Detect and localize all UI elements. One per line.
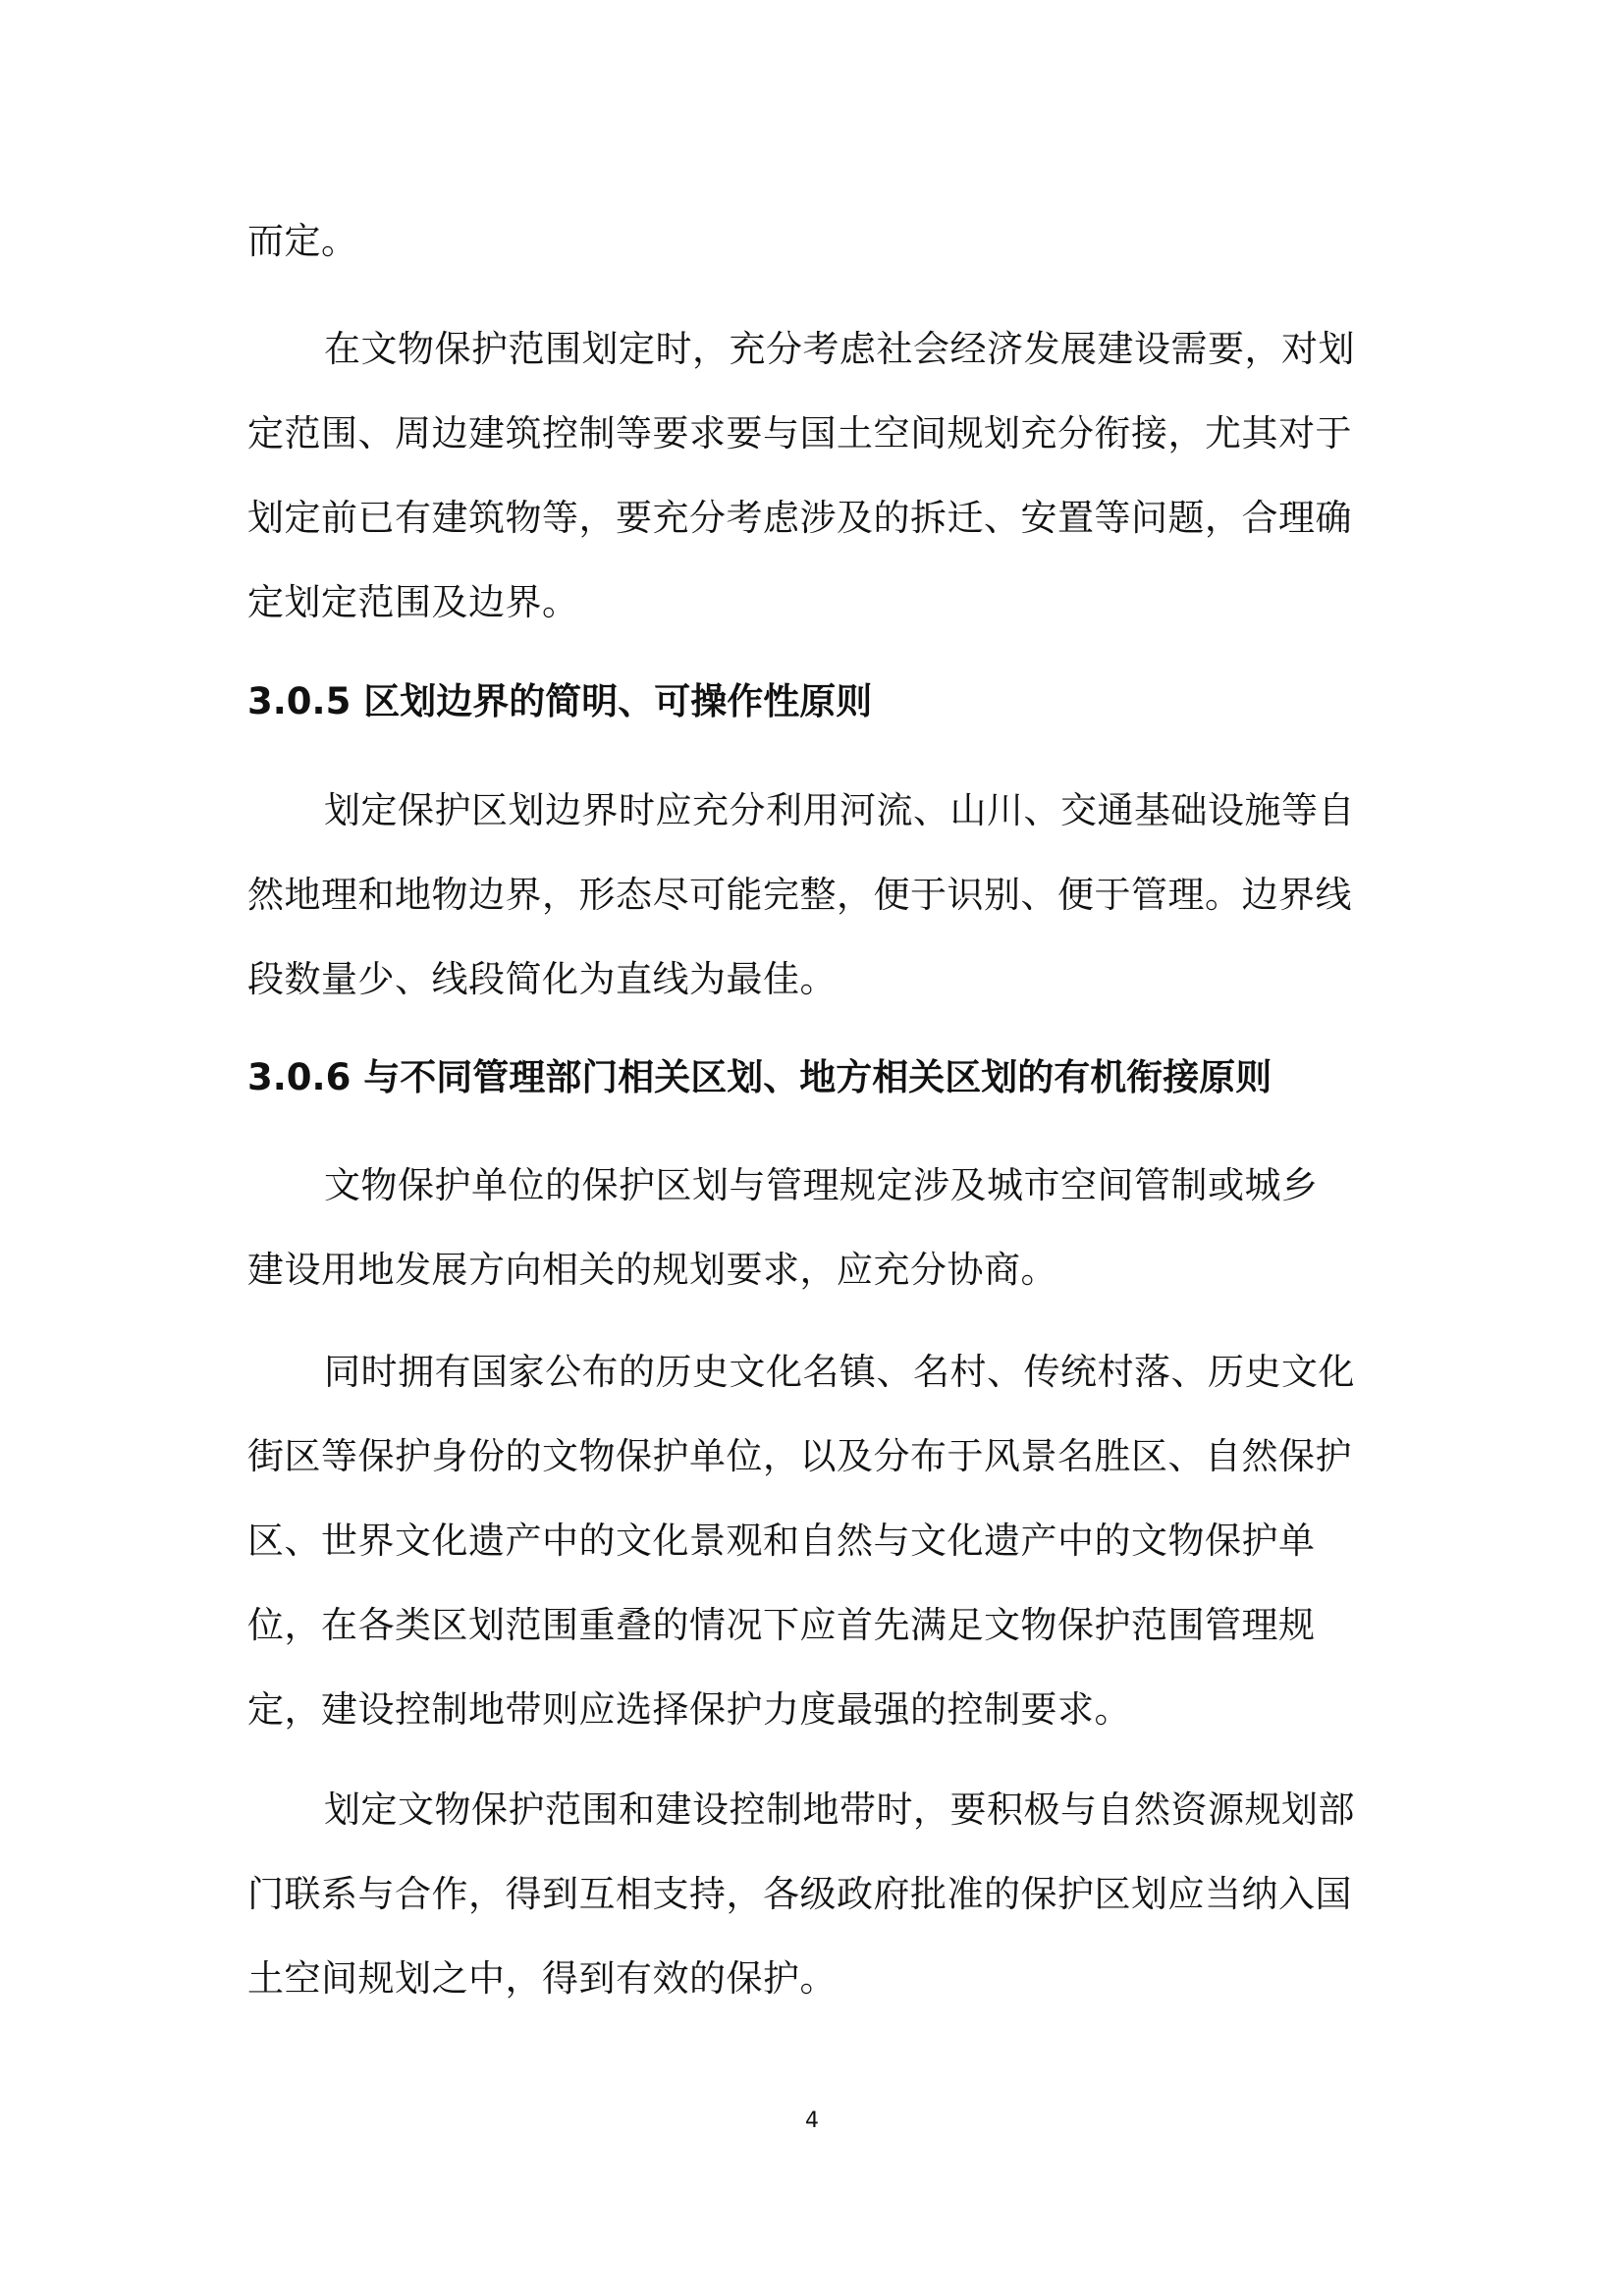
section-3-0-6-paragraph-b-line-3: 区、世界文化遗产中的文化景观和自然与文化遗产中的文物保护单: [247, 1520, 1316, 1562]
section-3-0-6-paragraph-b-line-5: 定，建设控制地带则应选择保护力度最强的控制要求。: [247, 1688, 1131, 1731]
section-3-0-6-paragraph-a-line-1: 文物保护单位的保护区划与管理规定涉及城市空间管制或城乡: [324, 1164, 1319, 1206]
paragraph-1-line-1: 在文物保护范围划定时，充分考虑社会经济发展建设需要，对划: [324, 328, 1355, 370]
section-3-0-5-line-3: 段数量少、线段简化为直线为最佳。: [247, 958, 837, 1000]
section-3-0-5-line-1: 划定保护区划边界时应充分利用河流、山川、交通基础设施等自: [324, 789, 1355, 831]
section-3-0-6-paragraph-b-line-1: 同时拥有国家公布的历史文化名镇、名村、传统村落、历史文化: [324, 1351, 1355, 1393]
section-3-0-5-line-2: 然地理和地物边界，形态尽可能完整，便于识别、便于管理。边界线: [247, 874, 1352, 916]
page-number: 4: [805, 2109, 819, 2133]
section-heading-3-0-5: 3.0.5 区划边界的简明、可操作性原则: [247, 680, 873, 722]
section-heading-3-0-6: 3.0.6 与不同管理部门相关区划、地方相关区划的有机衔接原则: [247, 1056, 1272, 1098]
section-3-0-6-paragraph-c-line-1: 划定文物保护范围和建设控制地带时，要积极与自然资源规划部: [324, 1789, 1355, 1831]
section-3-0-6-paragraph-c-line-3: 土空间规划之中，得到有效的保护。: [247, 1957, 837, 2000]
section-3-0-6-paragraph-c-line-2: 门联系与合作，得到互相支持，各级政府批准的保护区划应当纳入国: [247, 1873, 1352, 1915]
paragraph-1-line-4: 定划定范围及边界。: [247, 581, 579, 623]
paragraph-continuation: 而定。: [247, 220, 358, 262]
section-3-0-6-paragraph-b-line-4: 位，在各类区划范围重叠的情况下应首先满足文物保护范围管理规: [247, 1604, 1316, 1646]
paragraph-1-line-3: 划定前已有建筑物等，要充分考虑涉及的拆迁、安置等问题，合理确: [247, 497, 1352, 539]
paragraph-1-line-2: 定范围、周边建筑控制等要求要与国土空间规划充分衔接，尤其对于: [247, 412, 1352, 454]
section-3-0-6-paragraph-a-line-2: 建设用地发展方向相关的规划要求，应充分协商。: [247, 1249, 1057, 1291]
section-3-0-6-paragraph-b-line-2: 街区等保护身份的文物保护单位，以及分布于风景名胜区、自然保护: [247, 1435, 1352, 1477]
